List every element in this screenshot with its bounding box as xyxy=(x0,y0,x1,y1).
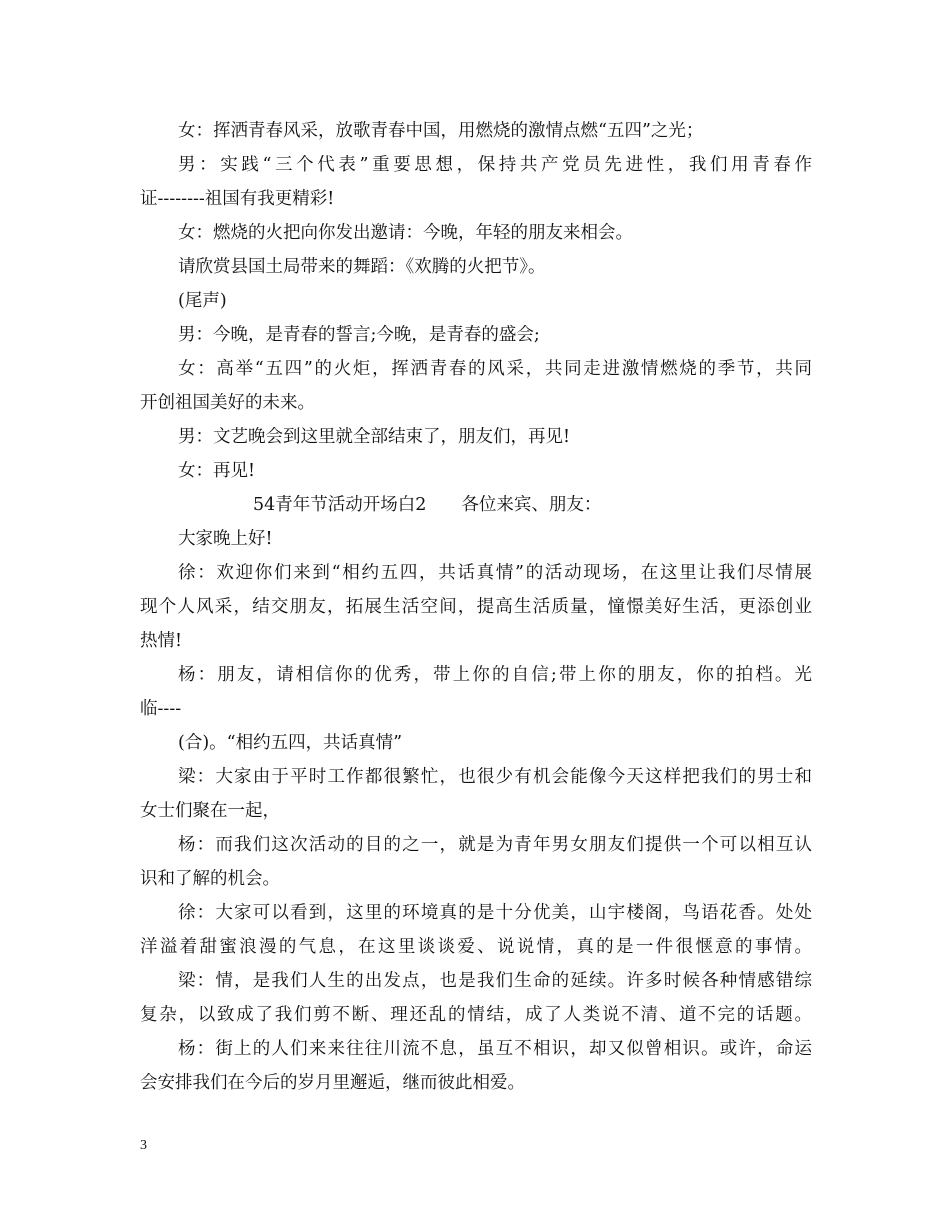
text-line: 杨：而我们这次活动的目的之一，就是为青年男女朋友们提供一个可以相互认 xyxy=(178,835,812,855)
text-line: 杨：朋友，请相信你的优秀，带上你的自信;带上你的朋友，你的拍档。光 xyxy=(178,665,812,685)
text-line: 临---- xyxy=(140,699,182,719)
text-line: (合)。“相约五四，共话真情” xyxy=(178,733,403,753)
text-line: 梁：情，是我们人生的出发点，也是我们生命的延续。许多时候各种情感错综 xyxy=(178,971,812,991)
text-line: 杨：街上的人们来来往往川流不息，虽互不相识，却又似曾相识。或许，命运 xyxy=(178,1039,812,1059)
text-line: 女：挥洒青春风采，放歌青春中国，用燃烧的激情点燃“五四”之光； xyxy=(178,121,704,141)
text-line: 女：燃烧的火把向你发出邀请：今晚，年轻的朋友来相会。 xyxy=(178,223,633,243)
text-line: 男：今晚，是青春的誓言;今晚，是青春的盛会; xyxy=(178,325,540,345)
text-line: 徐：大家可以看到，这里的环境真的是十分优美，山宇楼阁，鸟语花香。处处 xyxy=(178,903,812,923)
text-line: 证--------祖国有我更精彩! xyxy=(140,189,335,209)
text-line: 复杂，以致成了我们剪不断、理还乱的情结，成了人类说不清、道不完的话题。 xyxy=(140,1005,812,1025)
page-number: 3 xyxy=(140,1138,147,1153)
text-line: 识和了解的机会。 xyxy=(140,869,280,889)
text-line: 现个人风采，结交朋友，拓展生活空间，提高生活质量，憧憬美好生活，更添创业 xyxy=(140,597,812,617)
section-heading: 54青年节活动开场白2 各位来宾、朋友： xyxy=(253,495,602,515)
text-line: 男：实践“三个代表”重要思想，保持共产党员先进性，我们用青春作 xyxy=(178,155,812,175)
text-line: 女：再见! xyxy=(178,461,256,481)
text-line: 热情! xyxy=(140,631,183,651)
text-line: 徐：欢迎你们来到“相约五四，共话真情”的活动现场，在这里让我们尽情展 xyxy=(178,563,812,583)
text-line: 女：高举“五四”的火炬，挥洒青春的风采，共同走进激情燃烧的季节，共同 xyxy=(178,359,812,379)
text-line: 大家晚上好! xyxy=(178,529,273,549)
text-line: 梁：大家由于平时工作都很繁忙，也很少有机会能像今天这样把我们的男士和 xyxy=(178,767,812,787)
text-line: 男：文艺晚会到这里就全部结束了，朋友们，再见! xyxy=(178,427,571,447)
text-line: 会安排我们在今后的岁月里邂逅，继而彼此相爱。 xyxy=(140,1073,525,1093)
text-line: 女士们聚在一起， xyxy=(140,801,280,821)
text-line: (尾声) xyxy=(178,291,227,311)
text-line: 洋溢着甜蜜浪漫的气息，在这里谈谈爱、说说情，真的是一件很惬意的事情。 xyxy=(140,937,812,957)
text-line: 开创祖国美好的未来。 xyxy=(140,393,315,413)
text-line: 请欣赏县国土局带来的舞蹈：《欢腾的火把节》。 xyxy=(178,257,546,277)
